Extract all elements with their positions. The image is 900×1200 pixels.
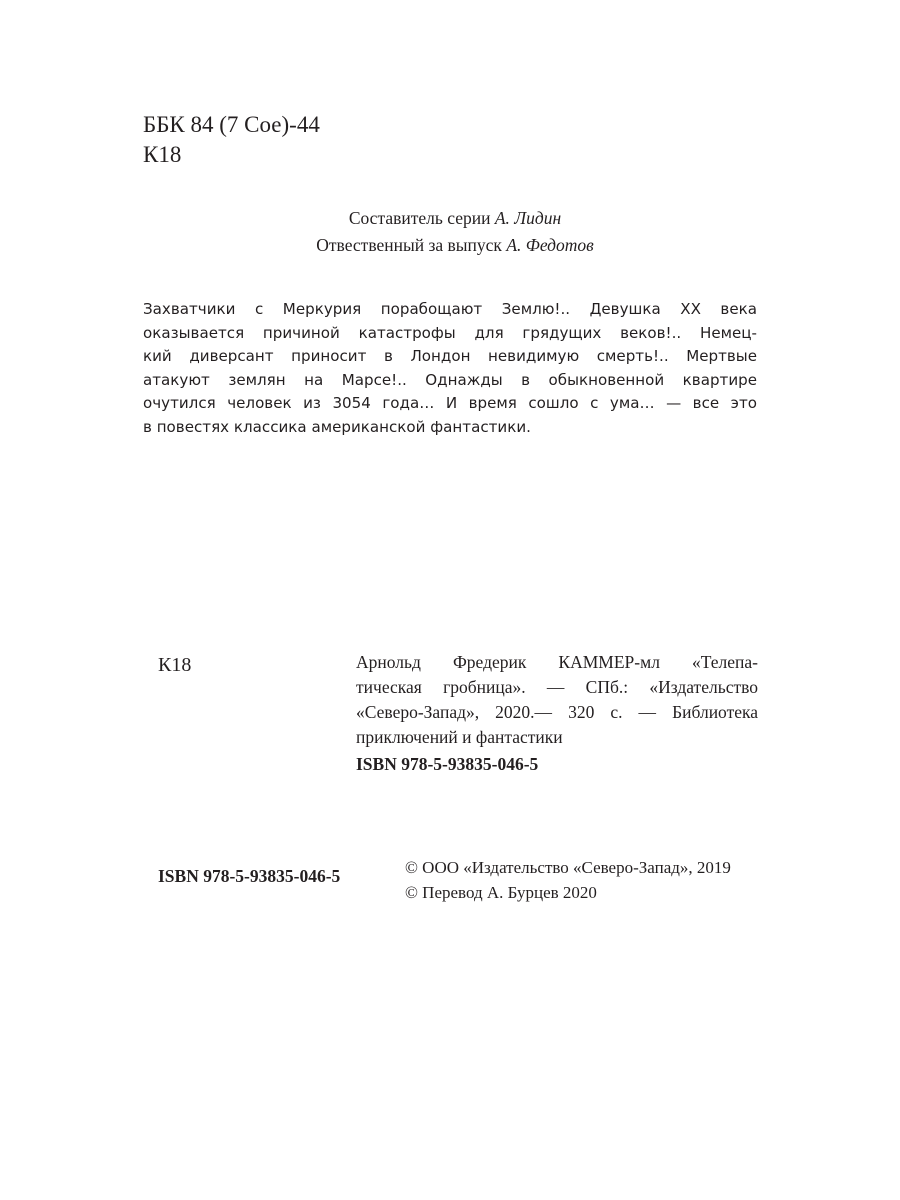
bbk-classification: ББК 84 (7 Сое)-44 xyxy=(143,112,320,137)
catalog-line: Арнольд Фредерик КАММЕР-мл «Телепа- xyxy=(356,652,758,672)
catalog-isbn: ISBN 978-5-93835-046-5 xyxy=(356,754,539,774)
bbk-block xyxy=(143,110,320,170)
annotation-line: оказывается причиной катастрофы для грядущих веков!.. Немец- xyxy=(143,323,757,342)
annotation-line: очутился человек из 3054 года… И время сошло с ума… — все это xyxy=(143,394,757,412)
annotation-line: в повестях классика американской фантастики. xyxy=(143,417,531,436)
author-mark: К18 xyxy=(143,142,182,167)
catalog-entry xyxy=(356,650,758,777)
copyright-translation: © Перевод А. Бурцев 2020 xyxy=(405,883,597,902)
credits-block xyxy=(200,205,710,259)
catalog-line: тическая гробница». — СПб.: «Издательство xyxy=(356,677,758,697)
credit-name: А. Федотов xyxy=(506,235,594,255)
annotation-line: Захватчики с Меркурия порабощают Землю!.. Девушка XX века xyxy=(143,300,757,318)
catalog-code: К18 xyxy=(158,654,192,676)
credit-series-compiler xyxy=(200,205,710,232)
credit-release-editor xyxy=(200,232,710,259)
annotation-paragraph xyxy=(143,298,757,439)
credit-role: Составитель серии xyxy=(348,208,491,228)
copyright-publisher: © ООО «Издательство «Северо-Запад», 2019 xyxy=(405,858,731,877)
annotation-line: атакуют землян на Марсе!.. Однажды в обыкновенной квартире xyxy=(143,370,757,389)
copyright-block xyxy=(405,855,761,905)
footer-isbn: ISBN 978-5-93835-046-5 xyxy=(158,866,341,886)
credit-role: Отвественный за выпуск xyxy=(316,235,502,255)
credit-name: А. Лидин xyxy=(494,208,562,228)
annotation-line: кий диверсант приносит в Лондон невидимую смерть!.. Мертвые xyxy=(143,347,757,365)
catalog-line: приключений и фантастики xyxy=(356,727,563,747)
catalog-line: «Северо-Запад», 2020.— 320 с. — Библиотека xyxy=(356,702,758,722)
